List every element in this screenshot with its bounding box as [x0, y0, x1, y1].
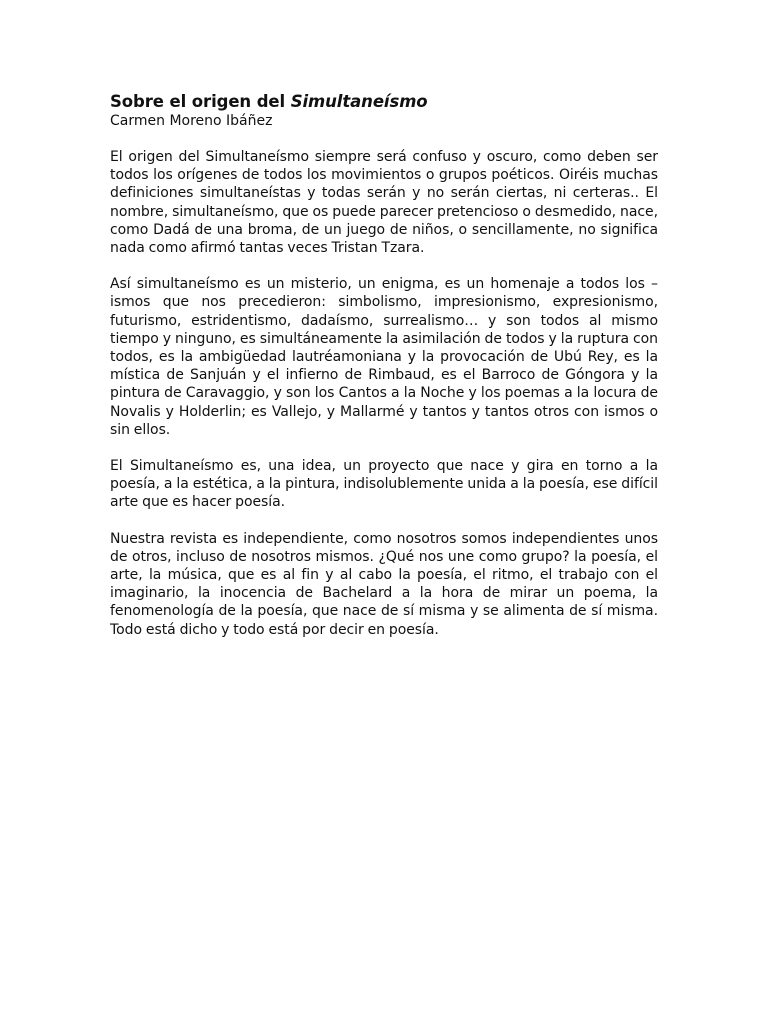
document-page — [110, 92, 658, 657]
paragraph-4: Nuestra revista es independiente, como nosotros somos independientes unos de otros, incluso de nosotros mismos. ¿Qué nos une como grupo? la poesía, el arte, la música, que es al fin y al cabo la poesía, el ritmo, el trabajo con el imaginario, la inocencia de Bachelard a la hora de mirar un poema, la fenomenología de la poesía, que nace de sí misma y se alimenta de sí misma. Todo está dicho y todo está por decir en poesía. — [110, 530, 658, 638]
title-emphasis: Simultaneísmo — [290, 92, 428, 111]
paragraph-3: El Simultaneísmo es, una idea, un proyecto que nace y gira en torno a la poesía, a la estética, a la pintura, indisolublemente unida a la poesía, ese difícil arte que es hacer poesía. — [110, 458, 658, 511]
title-prefix: Sobre el origen del — [110, 92, 291, 111]
paragraph-2: Así simultaneísmo es un misterio, un enigma, es un homenaje a todos los –ismos que nos precedieron: simbolismo, impresionismo, expresionismo, futurismo, estridentismo, dadaísmo, surrealismo… y son todos al mismo tiempo y ninguno, es simultáneamente la asimilación de todos y la ruptura con todos, es la ambigüedad lautréamoniana y la provocación de Ubú Rey, es la mística de Sanjuán y el infierno de Rimbaud, es el Barroco de Góngora y la pintura de Caravaggio, y son los Cantos a la Noche y los poemas a la locura de Novalis y Holderlin; es Vallejo, y Mallarmé y tantos y tantos otros con ismos o sin ellos. — [110, 276, 658, 438]
paragraph-1: El origen del Simultaneísmo siempre será confuso y oscuro, como deben ser todos los orígenes de todos los movimientos o grupos poéticos. Oiréis muchas definiciones simultaneístas y todas serán y no serán ciertas, ni certeras.. El nombre, simultaneísmo, que os puede parecer pretencioso o desmedido, nace, como Dadá de una broma, de un juego de niños, o sencillamente, no significa nada como afirmó tantas veces Tristan Tzara. — [110, 149, 658, 257]
document-title — [110, 92, 658, 112]
document-author: Carmen Moreno Ibáñez — [110, 113, 273, 129]
